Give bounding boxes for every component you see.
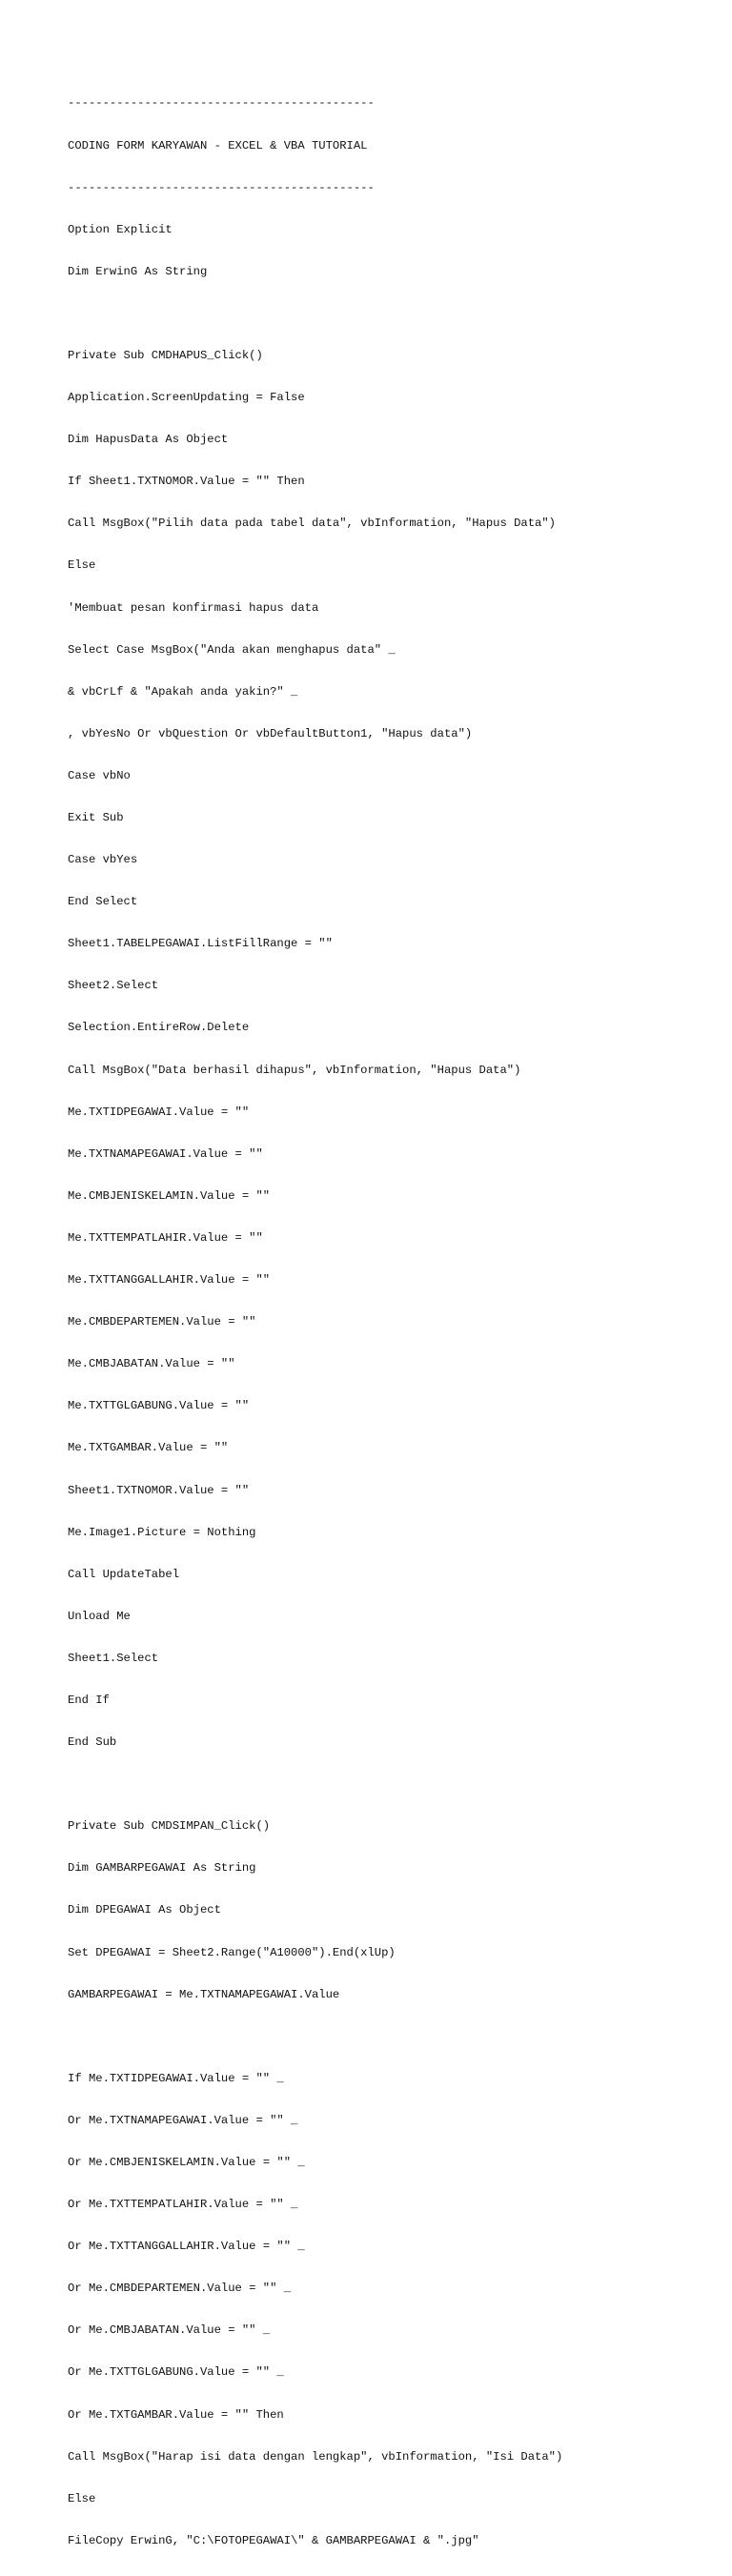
code-line: If Sheet1.TXTNOMOR.Value = "" Then (68, 475, 305, 489)
code-line: GAMBARPEGAWAI = Me.TXTNAMAPEGAWAI.Value (68, 1987, 340, 2001)
code-line: Call UpdateTabel (68, 1567, 180, 1581)
code-line: Case vbYes (68, 853, 138, 867)
separator-line: -------------------------------------------- (68, 180, 375, 194)
code-listing (68, 69, 562, 2576)
code-line: Me.CMBJENISKELAMIN.Value = "" (68, 1188, 271, 1203)
code-line: Or Me.TXTGAMBAR.Value = "" Then (68, 2407, 284, 2422)
code-line: Me.CMBDEPARTEMEN.Value = "" (68, 1315, 256, 1329)
separator-line: -------------------------------------------- (68, 96, 375, 111)
code-line: Case vbNo (68, 768, 131, 782)
code-line: Or Me.TXTTGLGABUNG.Value = "" _ (68, 2365, 284, 2380)
code-line: Sheet1.Select (68, 1651, 159, 1665)
code-line: Private Sub CMDSIMPAN_Click() (68, 1819, 271, 1834)
code-line: End Sub (68, 1735, 117, 1750)
code-line: Unload Me (68, 1609, 131, 1623)
blank-line (68, 1777, 562, 1792)
code-comment: 'Membuat pesan konfirmasi hapus data (68, 600, 319, 615)
code-line: Set DPEGAWAI = Sheet2.Range("A10000").End(xlUp) (68, 1945, 396, 1959)
code-line: Sheet1.TABELPEGAWAI.ListFillRange = "" (68, 937, 333, 951)
code-line: Else (68, 558, 96, 573)
code-line: & vbCrLf & "Apakah anda yakin?" _ (68, 684, 298, 699)
code-line: FileCopy ErwinG, "C:\FOTOPEGAWAI\" & GAMBARPEGAWAI & ".jpg" (68, 2533, 479, 2547)
code-line: Dim GAMBARPEGAWAI As String (68, 1861, 256, 1876)
code-line: Else (68, 2491, 96, 2505)
code-line: Me.TXTNAMAPEGAWAI.Value = "" (68, 1146, 263, 1161)
code-line: Me.Image1.Picture = Nothing (68, 1525, 256, 1539)
code-line: Or Me.CMBJENISKELAMIN.Value = "" _ (68, 2156, 305, 2169)
code-line: Call MsgBox("Harap isi data dengan lengkap", vbInformation, "Isi Data") (68, 2449, 563, 2464)
code-line: End If (68, 1693, 110, 1707)
code-line: Dim HapusData As Object (68, 433, 229, 447)
code-line: Or Me.TXTNAMAPEGAWAI.Value = "" _ (68, 2113, 298, 2127)
code-line: Me.TXTIDPEGAWAI.Value = "" (68, 1105, 250, 1119)
code-line: Sheet2.Select (68, 979, 159, 993)
code-line: Call MsgBox("Data berhasil dihapus", vbInformation, "Hapus Data") (68, 1063, 521, 1077)
code-line: Selection.EntireRow.Delete (68, 1021, 250, 1035)
code-line: Or Me.TXTTEMPATLAHIR.Value = "" _ (68, 2198, 298, 2212)
code-line: Sheet1.TXTNOMOR.Value = "" (68, 1483, 250, 1497)
code-line: If Me.TXTIDPEGAWAI.Value = "" _ (68, 2071, 284, 2085)
code-line: Select Case MsgBox("Anda akan menghapus data" _ (68, 642, 396, 657)
blank-line (68, 307, 562, 321)
code-line: Call MsgBox("Pilih data pada tabel data", vbInformation, "Hapus Data") (68, 517, 556, 531)
code-line: Private Sub CMDHAPUS_Click() (68, 348, 263, 362)
code-line: Dim ErwinG As String (68, 264, 208, 278)
code-line: Dim DPEGAWAI As Object (68, 1903, 221, 1917)
code-line: Or Me.CMBDEPARTEMEN.Value = "" _ (68, 2282, 292, 2296)
code-line: Application.ScreenUpdating = False (68, 391, 305, 405)
code-line: Me.CMBJABATAN.Value = "" (68, 1357, 235, 1371)
code-line: End Select (68, 895, 138, 909)
code-line: Me.TXTTGLGABUNG.Value = "" (68, 1399, 250, 1413)
code-line: Me.TXTTANGGALLAHIR.Value = "" (68, 1273, 271, 1288)
code-line: Exit Sub (68, 811, 124, 824)
code-line: Me.TXTGAMBAR.Value = "" (68, 1441, 229, 1455)
code-line: Option Explicit (68, 222, 173, 236)
code-line: , vbYesNo Or vbQuestion Or vbDefaultButton1, "Hapus data") (68, 726, 473, 740)
code-line: Or Me.TXTTANGGALLAHIR.Value = "" _ (68, 2240, 305, 2254)
code-line: Or Me.CMBJABATAN.Value = "" _ (68, 2323, 271, 2338)
document-title: CODING FORM KARYAWAN - EXCEL & VBA TUTORIAL (68, 138, 368, 152)
code-line: Me.TXTTEMPATLAHIR.Value = "" (68, 1230, 263, 1245)
blank-line (68, 2030, 562, 2044)
